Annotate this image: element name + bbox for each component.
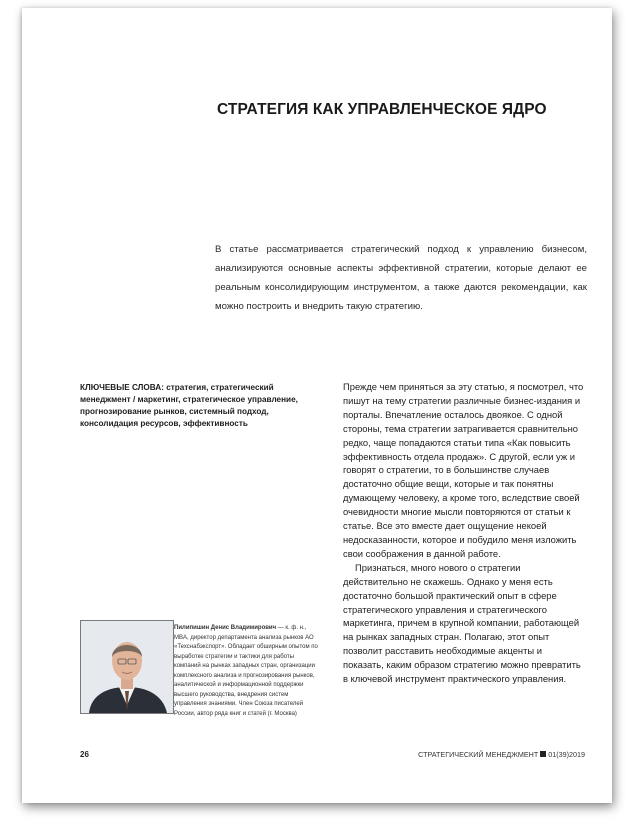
keywords-text: стратегия, стратегический менеджмент / маркетинг, стратегическое управление, прогнозирование рынков, системный подход, консолидация ресурсов, эффективность [80,383,298,428]
magazine-page [22,8,612,803]
keywords-label: КЛЮЧЕВЫЕ СЛОВА: [80,383,164,392]
article-abstract: В статье рассматривается стратегический подход к управлению бизнесом, анализируются основные аспекты эффективной стратегии, которые делают ее реальным консолидирующим инструментом, а также даются рекомендации, как можно построить и внедрить такую стратегию. [215,244,587,312]
author-description: — к. ф. н., MBA, директор департамента анализа рынков АО «Техснабэкспорт». Обладает обширным опытом по выработке стратегии и тактики для работы компаний на рынках западных стран, организации комплексного анализа и прогнозирования рынков, аналитической и информационной поддержки высшего руководства, внедрения систем управления знаниями. Член Союза писателей России, автор ряда книг и статей (г. Москва) [174,625,318,717]
article-body [343,380,585,686]
journal-footer [418,750,585,759]
article-title: СТРАТЕГИЯ КАК УПРАВЛЕНЧЕСКОЕ ЯДРО [217,101,547,118]
journal-issue: 01(39)2019 [548,750,585,759]
author-name: Пилипишин Денис Владимирович [174,625,277,631]
body-paragraph: Прежде чем приняться за эту статью, я посмотрел, что пишут на тему стратегии различные бизнес-издания и порталы. Впечатление осталось двоякое. С одной стороны, тема стратегии затрагивается сравнительно редко, чаще попадаются статьи типа «Как повысить эффективность отдела продаж». С другой, если уж и говорят о стратегии, то в большинстве случаев достаточно общие вещи, которые и так понятны думающему человеку, а кроме того, вследствие своей очевидности многие мысли повторяются от статьи к статье. Все это вместе дает ощущение некоей недосказанности, которое и побудило меня изложить свои соображения в данной работе. [343,381,584,559]
author-photo [80,620,174,714]
author-bio [174,624,318,719]
page-number: 26 [80,750,89,759]
journal-name: СТРАТЕГИЧЕСКИЙ МЕНЕДЖМЕНТ [418,750,539,759]
keywords-block [80,382,316,430]
body-paragraph: Признаться, много нового о стратегии действительно не скажешь. Однако у меня есть достаточно большой практический опыт в сфере стратегического управления и стратегического маркетинга, причем в крупной компании, работающей на рынках западных стран. Полагаю, этот опыт позволит расставить необходимые акценты и показать, каким образом стратегию можно превратить в ключевой инструмент практического управления. [343,561,581,685]
square-bullet-icon [540,751,546,757]
author-portrait-image [81,621,173,713]
